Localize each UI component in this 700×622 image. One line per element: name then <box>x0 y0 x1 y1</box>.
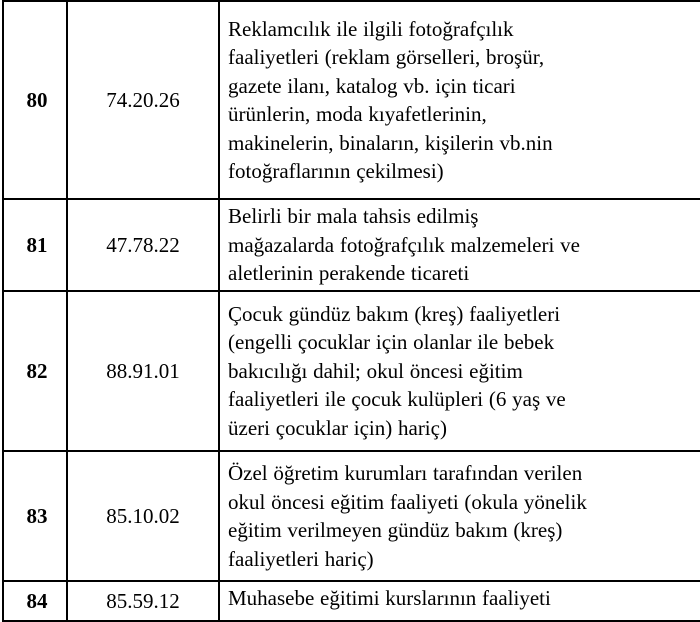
description-line: mağazalarda fotoğrafçılık malzemeleri ve <box>228 232 580 257</box>
description-line: Çocuk gündüz bakım (kreş) faaliyetleri <box>228 301 561 326</box>
description-line: Özel öğretim kurumları tarafından verilen <box>228 461 583 485</box>
table-row <box>3 291 700 451</box>
description-line: üzeri çocuklar için) hariç) <box>228 415 447 440</box>
description-line: makinelerin, binaların, kişilerin vb.nin <box>228 130 553 155</box>
description-line: ürünlerin, moda kıyafetlerinin, <box>228 102 487 126</box>
row-number: 83 <box>3 451 67 581</box>
table-row <box>3 1 700 199</box>
description-line: (engelli çocuklar için olanlar ile bebek <box>228 330 555 355</box>
description-line: bakıcılığı dahil; okul öncesi eğitim <box>228 358 523 383</box>
description-line: okul öncesi eğitim faaliyeti (okula yönelik <box>228 489 587 514</box>
activity-description <box>219 1 700 199</box>
row-number: 81 <box>3 199 67 291</box>
activity-code-table <box>2 0 700 622</box>
activity-description <box>219 451 700 581</box>
row-number: 82 <box>3 291 67 451</box>
activity-code: 47.78.22 <box>67 199 219 291</box>
row-number: 84 <box>3 581 67 621</box>
description-line: faaliyetleri ile çocuk kulüpleri (6 yaş ve <box>228 387 566 412</box>
description-line: Belirli bir mala tahsis edilmiş <box>228 204 479 229</box>
activity-code: 85.59.12 <box>67 581 219 621</box>
description-line: aletlerinin perakende ticareti <box>228 261 470 286</box>
table-row <box>3 581 700 621</box>
description-line: faaliyetleri hariç) <box>228 546 374 571</box>
activity-description <box>219 199 700 291</box>
table-row <box>3 199 700 291</box>
description-line: Reklamcılık ile ilgili fotoğrafçılık <box>228 16 514 41</box>
description-line: Muhasebe eğitimi kurslarının faaliyeti <box>228 586 551 610</box>
activity-description <box>219 581 700 621</box>
activity-description <box>219 291 700 451</box>
activity-code: 85.10.02 <box>67 451 219 581</box>
activity-code: 74.20.26 <box>67 1 219 199</box>
description-line: gazete ilanı, katalog vb. için ticari <box>228 73 516 98</box>
description-line: eğitim verilmeyen gündüz bakım (kreş) <box>228 518 563 542</box>
table-row <box>3 451 700 581</box>
description-line: faaliyetleri (reklam görselleri, broşür, <box>228 45 545 69</box>
activity-code: 88.91.01 <box>67 291 219 451</box>
description-line: fotoğraflarının çekilmesi) <box>228 159 444 183</box>
row-number: 80 <box>3 1 67 199</box>
